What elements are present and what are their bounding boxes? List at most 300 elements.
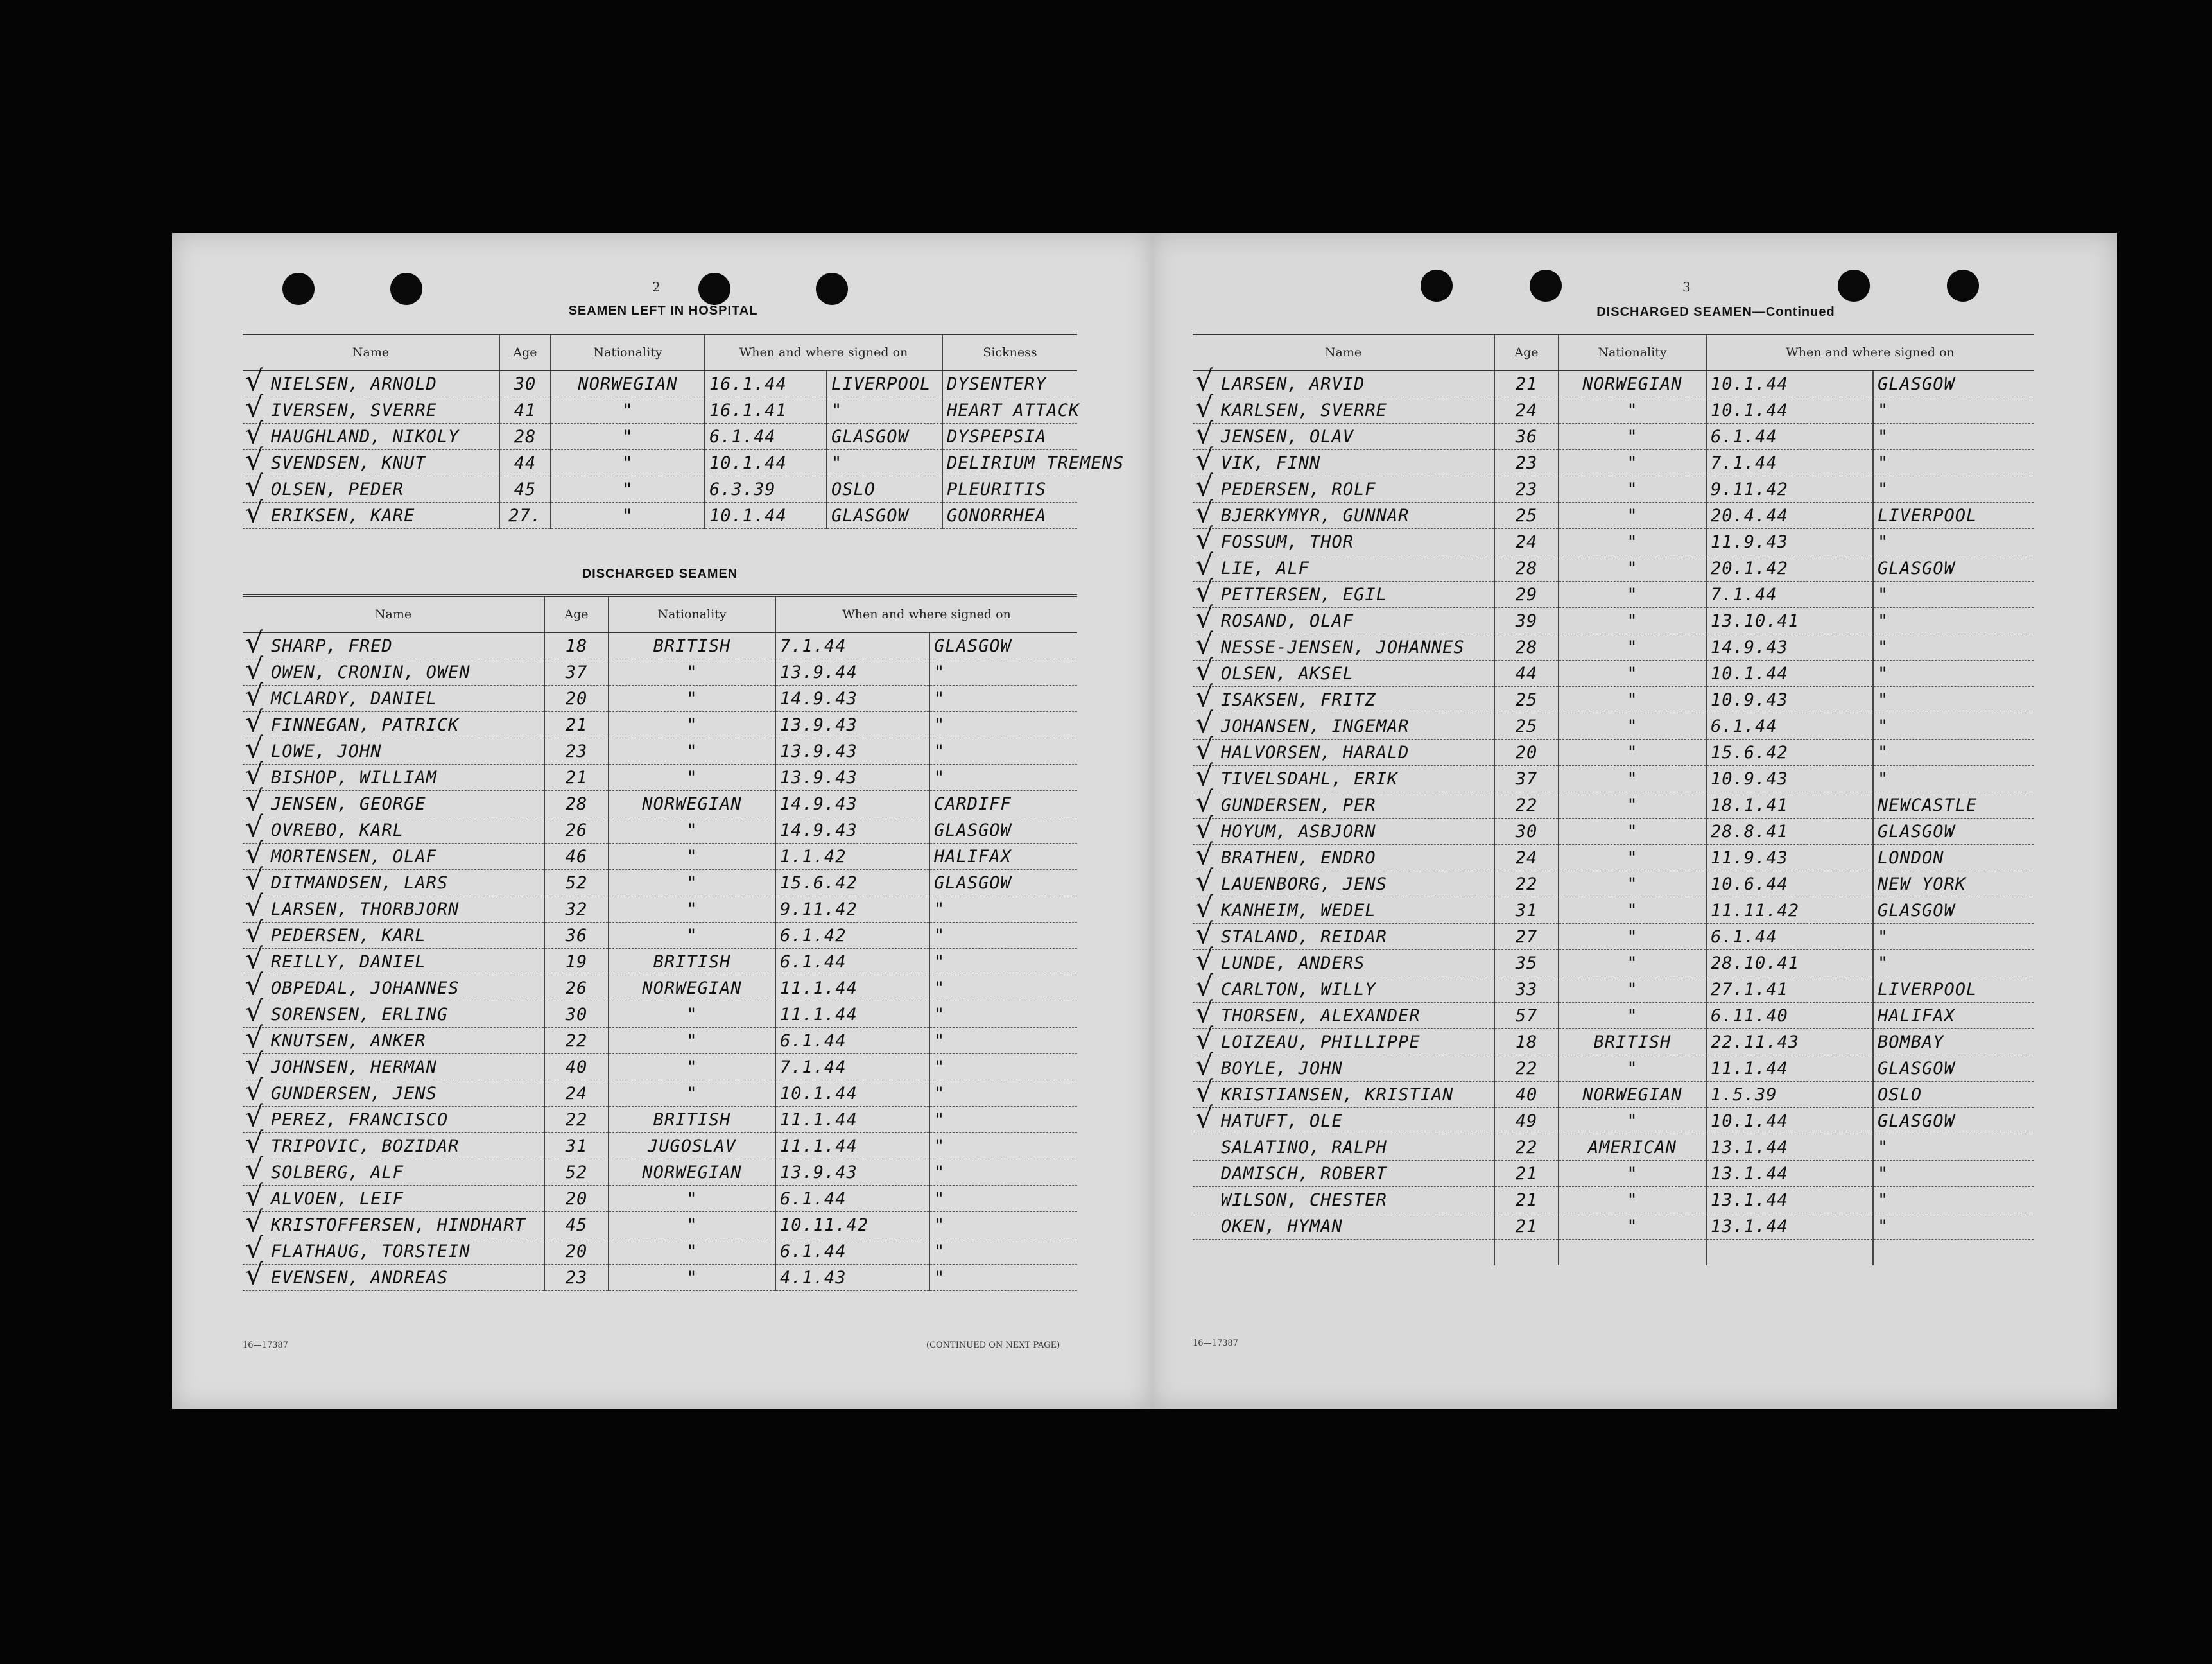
signed-on-date: 10.1.44 (1706, 1108, 1873, 1134)
checkmark-icon: √ (1195, 812, 1214, 845)
age: 37 (1494, 766, 1559, 792)
table-row (1193, 1082, 2034, 1108)
seaman-name (1193, 917, 1494, 950)
age: 46 (544, 844, 609, 870)
age: 21 (544, 765, 609, 791)
signed-on-place: " (1873, 608, 2034, 634)
checkmark-icon: √ (1195, 417, 1214, 450)
name-text: LIE, ALF (1221, 558, 1310, 578)
signed-on-place: LIVERPOOL (827, 370, 942, 397)
seaman-name (1193, 523, 1494, 555)
seaman-name (243, 627, 544, 659)
continued-note: (CONTINUED ON NEXT PAGE) (926, 1340, 1060, 1350)
signed-on-date: 9.11.42 (1706, 476, 1873, 503)
col-header-name: Name (243, 334, 499, 370)
name-text: KARLSEN, SVERRE (1221, 400, 1387, 420)
signed-on-place: OSLO (1873, 1082, 2034, 1108)
nationality: " (609, 712, 775, 738)
table-row (243, 397, 1077, 424)
table-row (1193, 397, 2034, 424)
nationality: " (609, 1265, 775, 1291)
name-text: DAMISCH, ROBERT (1221, 1163, 1387, 1184)
checkmark-icon: √ (1195, 496, 1214, 529)
nationality: " (609, 659, 775, 686)
seaman-name (243, 391, 499, 424)
hospital-table (243, 333, 1125, 529)
name-text: NESSE-JENSEN, JOHANNES (1221, 637, 1465, 657)
name-text: TRIPOVIC, BOZIDAR (271, 1136, 460, 1156)
age: 20 (544, 1186, 609, 1212)
table-row (1193, 634, 2034, 661)
age: 44 (499, 450, 551, 476)
table-row (243, 1107, 1077, 1133)
name-text: BJERKYMYR, GUNNAR (1221, 505, 1410, 526)
checkmark-icon: √ (1195, 786, 1214, 819)
checkmark-icon: √ (245, 1206, 264, 1238)
table-row (1193, 1055, 2034, 1082)
name-text: KANHEIM, WEDEL (1221, 900, 1376, 921)
age: 52 (544, 1159, 609, 1186)
sickness: GONORRHEA (942, 503, 1077, 529)
signed-on-place: " (929, 1159, 1077, 1186)
name-text: IVERSEN, SVERRE (271, 400, 437, 420)
signed-on-date: 11.1.44 (1706, 1055, 1873, 1082)
seaman-name (243, 890, 544, 923)
signed-on-date: 14.9.43 (775, 817, 929, 844)
nationality: " (551, 450, 705, 476)
seaman-name (1193, 970, 1494, 1003)
ledger-spread (172, 233, 2117, 1409)
nationality: " (1559, 634, 1706, 661)
signed-on-date: 13.1.44 (1706, 1161, 1873, 1187)
signed-on-date: 18.1.41 (1706, 792, 1873, 819)
signed-on-date: 7.1.44 (775, 1054, 929, 1080)
nationality: " (609, 1028, 775, 1054)
hospital-section-title: SEAMEN LEFT IN HOSPITAL (568, 304, 758, 318)
checkmark-icon: √ (245, 942, 264, 975)
nationality: " (1559, 740, 1706, 766)
signed-on-date: 6.1.44 (775, 1028, 929, 1054)
signed-on-date: 16.1.41 (705, 397, 827, 424)
nationality: " (609, 844, 775, 870)
seaman-name (243, 837, 544, 870)
signed-on-date: 14.9.43 (775, 791, 929, 817)
age: 57 (1494, 1003, 1559, 1029)
age: 44 (1494, 661, 1559, 687)
checkmark-icon: √ (245, 444, 264, 476)
signed-on-date: 6.1.44 (775, 949, 929, 975)
seaman-name (243, 942, 544, 975)
signed-on-date: 6.1.44 (775, 1238, 929, 1265)
table-row (243, 949, 1077, 975)
checkmark-icon: √ (245, 784, 264, 817)
col-header-signed-on: When and where signed on (775, 596, 1077, 632)
checkmark-icon: √ (245, 391, 264, 424)
checkmark-icon: √ (245, 627, 264, 659)
signed-on-date: 11.1.44 (775, 1133, 929, 1159)
signed-on-date: 28.8.41 (1706, 819, 1873, 845)
sickness: HEART ATTACK (942, 397, 1077, 424)
signed-on-date: 7.1.44 (1706, 450, 1873, 476)
age: 28 (499, 424, 551, 450)
table-row (243, 1212, 1077, 1238)
age: 23 (544, 1265, 609, 1291)
table-row (1193, 529, 2034, 555)
signed-on-date: 10.9.43 (1706, 687, 1873, 713)
signed-on-place: GLASGOW (1873, 897, 2034, 924)
nationality: NORWEGIAN (551, 370, 705, 397)
checkmark-icon: √ (245, 1100, 264, 1133)
name-text: LARSEN, THORBJORN (271, 899, 460, 919)
nationality: " (1559, 713, 1706, 740)
punch-hole (1530, 270, 1562, 302)
signed-on-place: LIVERPOOL (1873, 976, 2034, 1003)
name-text: LAUENBORG, JENS (1221, 874, 1387, 894)
checkmark-icon: √ (1195, 654, 1214, 687)
age: 27 (1494, 924, 1559, 950)
age: 52 (544, 870, 609, 896)
age: 35 (1494, 950, 1559, 976)
table-row (243, 765, 1077, 791)
seaman-name (1193, 707, 1494, 740)
checkmark-icon: √ (1195, 444, 1214, 476)
seaman-name (1193, 1102, 1494, 1134)
nationality: " (609, 870, 775, 896)
signed-on-date: 11.11.42 (1706, 897, 1873, 924)
form-number: 16—17387 (243, 1340, 288, 1350)
table-row (243, 791, 1077, 817)
checkmark-icon: √ (1195, 365, 1214, 397)
seaman-name (1193, 812, 1494, 845)
name-text: BRATHEN, ENDRO (1221, 847, 1376, 868)
nationality: BRITISH (609, 949, 775, 975)
signed-on-date: 6.1.44 (775, 1186, 929, 1212)
age: 25 (1494, 713, 1559, 740)
signed-on-place: " (929, 738, 1077, 765)
nationality: " (1559, 792, 1706, 819)
seaman-name (243, 470, 499, 503)
name-text: SALATINO, RALPH (1221, 1137, 1387, 1157)
seaman-name (243, 444, 499, 476)
signed-on-place: " (827, 397, 942, 424)
age: 26 (544, 817, 609, 844)
nationality: " (1559, 1213, 1706, 1240)
nationality: JUGOSLAV (609, 1133, 775, 1159)
table-row (243, 1159, 1077, 1186)
signed-on-place: LONDON (1873, 845, 2034, 871)
punch-hole (816, 273, 848, 305)
signed-on-place: GLASGOW (1873, 819, 2034, 845)
signed-on-date: 6.1.44 (705, 424, 827, 450)
nationality: " (1559, 766, 1706, 792)
seaman-name (1193, 470, 1494, 503)
signed-on-date: 11.9.43 (1706, 845, 1873, 871)
age: 30 (499, 370, 551, 397)
empty-cell (1494, 1240, 1559, 1266)
name-text: BOYLE, JOHN (1221, 1058, 1343, 1079)
age: 41 (499, 397, 551, 424)
nationality: " (609, 817, 775, 844)
seaman-name (1193, 891, 1494, 924)
table-row (243, 476, 1077, 503)
signed-on-date: 13.9.43 (775, 1159, 929, 1186)
sickness: DYSENTERY (942, 370, 1077, 397)
age: 19 (544, 949, 609, 975)
checkmark-icon: √ (245, 1048, 264, 1080)
name-text: LARSEN, ARVID (1221, 374, 1365, 394)
seaman-name (243, 995, 544, 1028)
name-text: HAUGHLAND, NIKOLY (271, 426, 460, 447)
signed-on-place: " (929, 765, 1077, 791)
signed-on-place: " (929, 1238, 1077, 1265)
checkmark-icon: √ (245, 1127, 264, 1159)
nationality: BRITISH (1559, 1029, 1706, 1055)
seaman-name (1193, 996, 1494, 1029)
seaman-name (243, 1232, 544, 1265)
checkmark-icon: √ (1195, 838, 1214, 871)
name-text: MCLARDY, DANIEL (271, 688, 437, 709)
checkmark-icon: √ (245, 811, 264, 844)
age: 20 (544, 1238, 609, 1265)
seaman-name (1193, 391, 1494, 424)
seaman-name (243, 679, 544, 712)
nationality: " (1559, 476, 1706, 503)
signed-on-place: HALIFAX (1873, 1003, 2034, 1029)
table-row (1193, 924, 2034, 950)
name-text: LOWE, JOHN (271, 741, 382, 761)
punch-hole (1421, 270, 1453, 302)
age: 28 (544, 791, 609, 817)
col-header-nationality: Nationality (609, 596, 775, 632)
nationality: " (1559, 1003, 1706, 1029)
seaman-name (1193, 1023, 1494, 1055)
seaman-name (243, 1074, 544, 1107)
checkmark-icon: √ (1195, 1102, 1214, 1134)
empty-cell (1559, 1240, 1706, 1266)
name-text: MORTENSEN, OLAF (271, 846, 437, 867)
age: 18 (1494, 1029, 1559, 1055)
table-row (1193, 1029, 2034, 1055)
nationality: " (1559, 1108, 1706, 1134)
name-text: OLSEN, AKSEL (1221, 663, 1354, 684)
checkmark-icon: √ (1195, 733, 1214, 766)
nationality: " (1559, 424, 1706, 450)
col-header-age: Age (499, 334, 551, 370)
age: 22 (1494, 1055, 1559, 1082)
seaman-name (1193, 1187, 1494, 1213)
age: 39 (1494, 608, 1559, 634)
signed-on-place: GLASGOW (827, 503, 942, 529)
signed-on-date: 13.1.44 (1706, 1134, 1873, 1161)
table-row (1193, 1161, 2034, 1187)
checkmark-icon: √ (245, 1179, 264, 1212)
seaman-name (243, 1021, 544, 1054)
checkmark-icon: √ (1195, 865, 1214, 897)
nationality: " (1559, 503, 1706, 529)
name-text: TIVELSDAHL, ERIK (1221, 768, 1399, 789)
checkmark-icon: √ (245, 470, 264, 503)
table-row (243, 975, 1077, 1001)
left-page (172, 233, 1151, 1409)
table-row (1193, 1187, 2034, 1213)
checkmark-icon: √ (1195, 1049, 1214, 1082)
name-text: JENSEN, OLAV (1221, 426, 1354, 447)
nationality: " (1559, 819, 1706, 845)
seaman-name (1193, 838, 1494, 871)
page-number: 3 (1682, 279, 1691, 295)
signed-on-date: 1.1.42 (775, 844, 929, 870)
sickness: PLEURITIS (942, 476, 1077, 503)
seaman-name (243, 417, 499, 450)
punch-hole (1947, 270, 1979, 302)
signed-on-place: GLASGOW (827, 424, 942, 450)
table-row (243, 1265, 1077, 1291)
checkmark-icon: √ (1195, 759, 1214, 792)
name-text: OWEN, CRONIN, OWEN (271, 662, 471, 682)
signed-on-place: " (929, 1212, 1077, 1238)
signed-on-place: " (827, 450, 942, 476)
nationality: " (609, 923, 775, 949)
seaman-name (243, 1048, 544, 1080)
age: 22 (544, 1028, 609, 1054)
seaman-name (243, 916, 544, 949)
checkmark-icon: √ (1195, 891, 1214, 924)
seaman-name (1193, 1134, 1494, 1161)
discharged-continued-rows (1193, 365, 2034, 1265)
signed-on-place: " (1873, 687, 2034, 713)
nationality: " (1559, 450, 1706, 476)
checkmark-icon: √ (245, 890, 264, 923)
table-row (243, 424, 1077, 450)
signed-on-date: 13.1.44 (1706, 1187, 1873, 1213)
name-text: KRISTOFFERSEN, HINDHART (271, 1215, 526, 1235)
col-header-nationality: Nationality (551, 334, 705, 370)
age: 21 (1494, 1161, 1559, 1187)
checkmark-icon: √ (1195, 996, 1214, 1029)
nationality: " (1559, 687, 1706, 713)
signed-on-date: 6.1.44 (1706, 424, 1873, 450)
signed-on-date: 4.1.43 (775, 1265, 929, 1291)
signed-on-date: 11.1.44 (775, 1107, 929, 1133)
age: 40 (1494, 1082, 1559, 1108)
seaman-name (1193, 654, 1494, 687)
checkmark-icon: √ (245, 496, 264, 529)
signed-on-place: " (929, 975, 1077, 1001)
nationality: " (1559, 976, 1706, 1003)
nationality: " (609, 1212, 775, 1238)
nationality: " (609, 686, 775, 712)
nationality: BRITISH (609, 632, 775, 659)
age: 24 (544, 1080, 609, 1107)
signed-on-place: " (1873, 950, 2034, 976)
age: 23 (1494, 450, 1559, 476)
signed-on-place: " (929, 1107, 1077, 1133)
table-row (1193, 450, 2034, 476)
nationality: " (1559, 871, 1706, 897)
age: 32 (544, 896, 609, 923)
checkmark-icon: √ (245, 732, 264, 765)
name-text: SVENDSEN, KNUT (271, 453, 426, 473)
table-row (243, 1133, 1077, 1159)
table-row (1193, 687, 2034, 713)
discharged-rows (243, 627, 1077, 1291)
signed-on-place: " (1873, 476, 2034, 503)
checkmark-icon: √ (1195, 523, 1214, 555)
signed-on-date: 11.9.43 (1706, 529, 1873, 555)
discharged-continued-title: DISCHARGED SEAMEN—Continued (1596, 305, 1835, 319)
age: 25 (1494, 503, 1559, 529)
col-header-sickness: Sickness (942, 334, 1077, 370)
table-row (1193, 1003, 2034, 1029)
nationality: " (1559, 582, 1706, 608)
signed-on-place: GLASGOW (929, 817, 1077, 844)
table-row (1193, 424, 2034, 450)
name-text: KNUTSEN, ANKER (271, 1030, 426, 1051)
table-row (1193, 661, 2034, 687)
name-text: BISHOP, WILLIAM (271, 767, 437, 788)
signed-on-place: " (929, 1186, 1077, 1212)
signed-on-date: 28.10.41 (1706, 950, 1873, 976)
signed-on-date: 10.1.44 (705, 450, 827, 476)
name-text: GUNDERSEN, JENS (271, 1083, 437, 1104)
seaman-name (1193, 865, 1494, 897)
age: 21 (1494, 370, 1559, 397)
signed-on-date: 10.1.44 (1706, 661, 1873, 687)
age: 20 (544, 686, 609, 712)
form-number: 16—17387 (1193, 1339, 1238, 1348)
signed-on-date: 6.1.42 (775, 923, 929, 949)
table-row (243, 738, 1077, 765)
signed-on-place: NEW YORK (1873, 871, 2034, 897)
checkmark-icon: √ (245, 1021, 264, 1054)
seaman-name (243, 1100, 544, 1133)
empty-cell (1873, 1240, 2034, 1266)
seaman-name (1193, 1161, 1494, 1187)
signed-on-date: 11.1.44 (775, 1001, 929, 1028)
nationality: " (1559, 845, 1706, 871)
name-text: OVREBO, KARL (271, 820, 404, 840)
nationality: " (551, 503, 705, 529)
checkmark-icon: √ (245, 679, 264, 712)
signed-on-date: 13.9.43 (775, 712, 929, 738)
age: 28 (1494, 634, 1559, 661)
nationality: " (609, 1080, 775, 1107)
signed-on-date: 10.11.42 (775, 1212, 929, 1238)
age: 33 (1494, 976, 1559, 1003)
table-row (243, 1028, 1077, 1054)
table-row (243, 923, 1077, 949)
table-row (243, 659, 1077, 686)
checkmark-icon: √ (1195, 680, 1214, 713)
table-row (1193, 766, 2034, 792)
checkmark-icon: √ (1195, 917, 1214, 950)
name-text: OLSEN, PEDER (271, 479, 404, 499)
signed-on-place: " (1873, 1187, 2034, 1213)
signed-on-date: 1.5.39 (1706, 1082, 1873, 1108)
col-header-signed-on: When and where signed on (1706, 334, 2034, 370)
checkmark-icon: √ (245, 1232, 264, 1265)
seaman-name (243, 969, 544, 1001)
discharged-continued-table (1193, 333, 2034, 1265)
signed-on-place: " (1873, 397, 2034, 424)
signed-on-date: 11.1.44 (775, 975, 929, 1001)
signed-on-place: " (1873, 766, 2034, 792)
age: 22 (1494, 792, 1559, 819)
nationality: " (551, 476, 705, 503)
signed-on-date: 10.1.44 (1706, 370, 1873, 397)
seaman-name (243, 365, 499, 397)
seaman-name (243, 758, 544, 791)
